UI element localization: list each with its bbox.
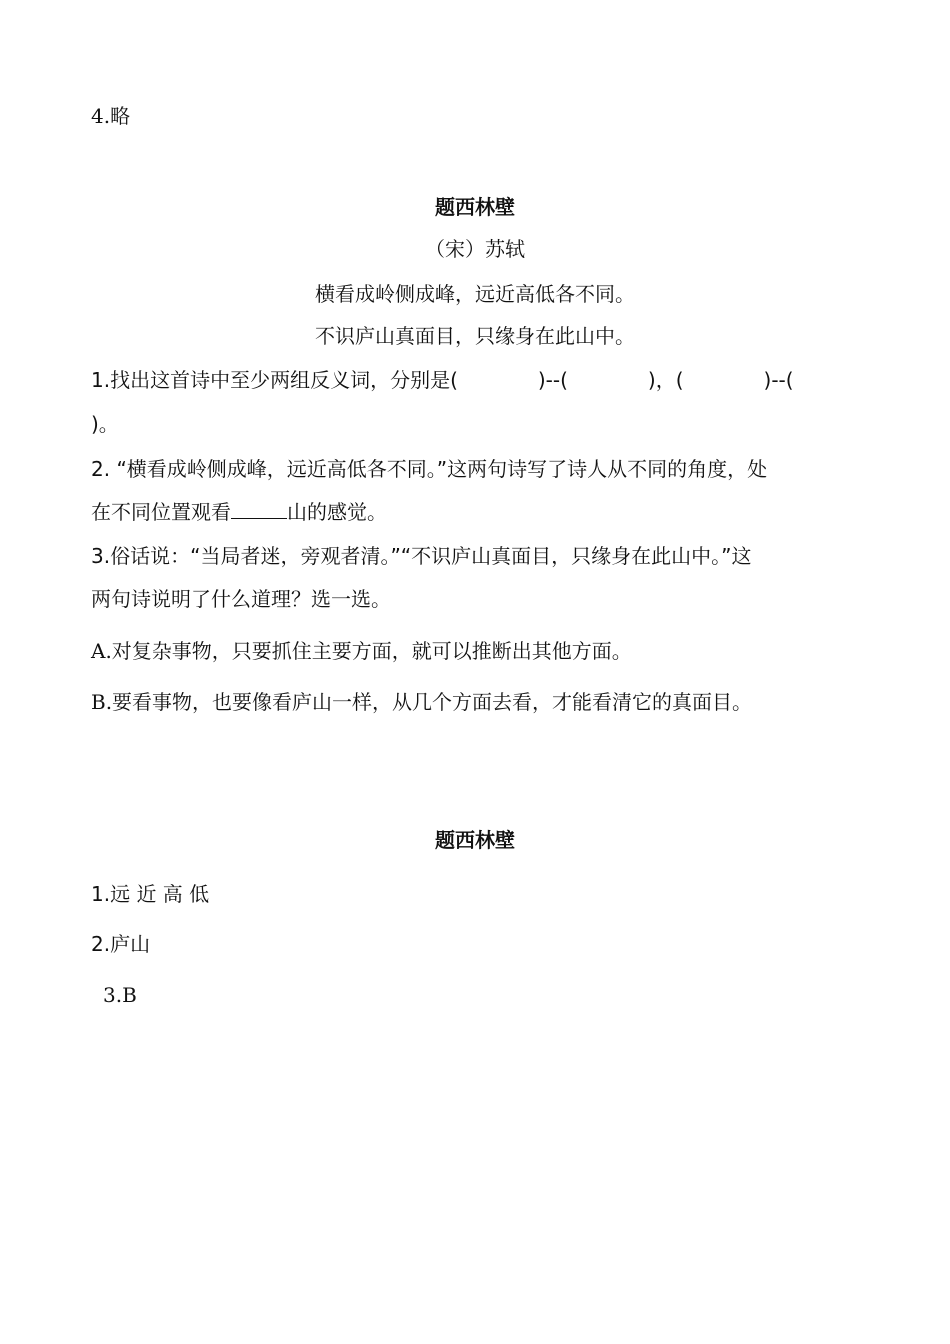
question-2-line-1: 2. “横看成岭侧成峰，远近高低各不同。”这两句诗写了诗人从不同的角度，处: [91, 457, 768, 481]
question-3-line-2: 两句诗说明了什么道理？选一选。: [91, 587, 391, 611]
question-2-text-after-blank: 山的感觉。: [287, 500, 387, 524]
poem-title: 题西林壁: [435, 195, 515, 219]
question-1-line-1: 1.找出这首诗中至少两组反义词，分别是( )--( )，( )--(: [91, 368, 794, 392]
question-3-line-1: 3.俗话说：“当局者迷，旁观者清。”“不识庐山真面目，只缘身在此山中。”这: [91, 544, 752, 568]
option-a: A.对复杂事物，只要抓住主要方面，就可以推断出其他方面。: [91, 639, 632, 663]
fill-in-blank: [231, 500, 287, 519]
poem-line-1: 横看成岭侧成峰，远近高低各不同。: [315, 282, 635, 306]
answer-2: 2.庐山: [91, 932, 151, 956]
poem-author: （宋）苏轼: [425, 237, 525, 261]
answers-title: 题西林壁: [435, 828, 515, 852]
question-2-text-before-blank: 在不同位置观看: [91, 500, 231, 524]
question-1-line-2: )。: [91, 412, 119, 436]
answer-1: 1.远 近 高 低: [91, 882, 210, 906]
question-2-line-2: [91, 498, 387, 526]
option-b: B.要看事物，也要像看庐山一样，从几个方面去看，才能看清它的真面目。: [91, 690, 753, 714]
poem-line-2: 不识庐山真面目，只缘身在此山中。: [315, 324, 635, 348]
answer-3: 3.B: [103, 983, 137, 1007]
previous-answer-4: 4.略: [91, 104, 131, 128]
